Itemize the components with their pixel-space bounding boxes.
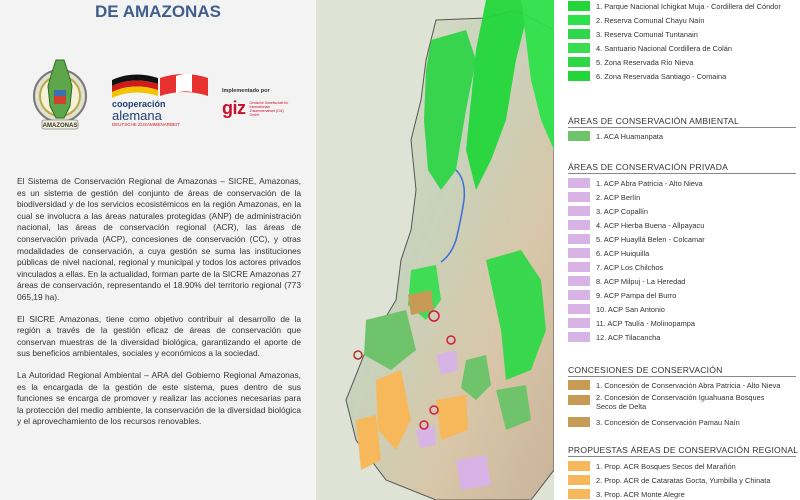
legend-swatch: [568, 290, 590, 300]
legend-item: 3. Concesión de Conservación Pamau Naín: [568, 416, 740, 428]
paragraph-3: La Autoridad Regional Ambiental – ARA del Gobierno Regional Amazonas, es la encargada de la gestión de este sistema, pues dentro de sus funciones se encarga de promover y realizar las acciones necesarias para la protección del medio ambiente, la conservación de la diversidad biológica y el aprovechamiento de los recursos renovables.: [17, 369, 301, 427]
amazonas-seal-logo: [28, 56, 92, 136]
legend-item: 3. Reserva Comunal Tuntanain: [568, 28, 698, 40]
legend-swatch: [568, 276, 590, 286]
section-divider: [568, 376, 796, 377]
legend-item: 2. Reserva Comunal Chayu Naín: [568, 14, 704, 26]
legend-item: 11. ACP Taulía - Molinopampa: [568, 317, 695, 329]
legend-swatch: [568, 332, 590, 342]
legend-swatch: [568, 489, 590, 499]
legend-swatch: [568, 178, 590, 188]
section-divider: [568, 127, 796, 128]
legend-swatch: [568, 43, 590, 53]
legend-item: 8. ACP Milpuj - La Heredad: [568, 275, 685, 287]
acp-section-title: ÁREAS DE CONSERVACIÓN PRIVADA: [568, 162, 729, 172]
section-divider: [568, 456, 796, 457]
giz-logo: giz Deutsche Gesellschaft für Internationale Zusammenarbeit (GIZ) GmbH: [222, 98, 289, 118]
section-divider: [568, 173, 796, 174]
legend-swatch: [568, 206, 590, 216]
legend-swatch: [568, 475, 590, 485]
legend-swatch: [568, 29, 590, 39]
legend-swatch: [568, 248, 590, 258]
page-title: DE AMAZONAS: [95, 2, 221, 21]
legend-item: 1. Parque Nacional Ichigkat Muja - Cordillera del Cóndor: [568, 0, 781, 12]
legend-item: 3. Prop. ACR Monte Alegre: [568, 488, 685, 500]
legend-item: 2. ACP Berlín: [568, 191, 640, 203]
legend-item: 6. Zona Reservada Santiago - Comaina: [568, 70, 726, 82]
acr-section-title: PROPUESTAS ÁREAS DE CONSERVACIÓN REGIONAL: [568, 445, 799, 455]
legend-swatch: [568, 304, 590, 314]
cc-section-title: CONCESIONES DE CONSERVACIÓN: [568, 365, 723, 375]
legend-item: 7. ACP Los Chilchos: [568, 261, 663, 273]
legend-item: 5. ACP Huayllá Belen - Colcamar: [568, 233, 705, 245]
coop-text: cooperación alemana DEUTSCHE ZUSAMMENARBEIT: [112, 99, 181, 127]
description-text: [17, 176, 301, 438]
legend-item: 1. ACP Abra Patricia - Alto Nieva: [568, 177, 703, 189]
legend-swatch: [568, 395, 590, 405]
legend-swatch: [568, 131, 590, 141]
aca-section-title: ÁREAS DE CONSERVACIÓN AMBIENTAL: [568, 116, 739, 126]
conservation-map[interactable]: [316, 0, 554, 500]
legend-item: 1. ACA Huamanpata: [568, 130, 663, 142]
legend-item: 5. Zona Reservada Río Nieva: [568, 56, 693, 68]
legend-item: 1. Prop. ACR Bosques Secos del Marañón: [568, 460, 736, 472]
paragraph-2: El SICRE Amazonas, tiene como objetivo contribuir al desarrollo de la región a través de la gestión eficaz de áreas de conservación que conservan muestras de la diversidad biológica, garantizando el aporte de sus beneficios ambientales, sociales y económicos a la sociedad.: [17, 313, 301, 359]
logos-row: [0, 50, 316, 140]
legend-swatch: [568, 318, 590, 328]
info-panel: [0, 0, 316, 500]
legend-swatch: [568, 417, 590, 427]
legend-swatch: [568, 461, 590, 471]
acp-patch-2: [456, 455, 491, 490]
legend-swatch: [568, 220, 590, 230]
legend-item: 1. Concesión de Conservación Abra Patricia - Alto Nieva: [568, 379, 780, 391]
legend-swatch: [568, 1, 590, 11]
legend-item: 9. ACP Pampa del Burro: [568, 289, 676, 301]
paragraph-1: El Sistema de Conservación Regional de Amazonas – SICRE, Amazonas, es un sistema de gestión del conjunto de áreas de conservación de la biodiversidad y de los servicios ecosistémicos en la región Amazonas, en la cual se involucra a las áreas naturales protegidas (ANP) de administración nacional, las áreas de conservación regional (ACR), las áreas de conservación privada (ACP), concesiones de conservación (CC), y otras modalidades de conservación, a cuya gestión se suma las instituciones públicas de nivel nacional, regional y municipal y todos los actores privados vinculados a ellas. En la actualidad, forman parte de la SICRE Amazonas 27 áreas de conservación, representando el 18.90% del territorio regional (773 065,19 ha).: [17, 176, 301, 302]
map-legend: [560, 0, 800, 500]
legend-swatch: [568, 262, 590, 272]
legend-item: 4. ACP Hierba Buena - Allpayacu: [568, 219, 704, 231]
legend-item: 2. Prop. ACR de Cataratas Gocta, Yumbilla y Chinata: [568, 474, 770, 486]
legend-item: 2. Concesión de Conservación Iguahuana Bosques Secos de Delta: [568, 393, 766, 415]
legend-swatch: [568, 192, 590, 202]
impl-by-label: Implementado por: [222, 88, 270, 94]
legend-swatch: [568, 71, 590, 81]
legend-swatch: [568, 57, 590, 67]
legend-item: 3. ACP Copallín: [568, 205, 648, 217]
legend-item: 12. ACP Tilacancha: [568, 331, 660, 343]
legend-item: 4. Santuario Nacional Cordillera de Colán: [568, 42, 732, 54]
seal-label: AMAZONAS: [42, 123, 78, 129]
legend-swatch: [568, 380, 590, 390]
legend-swatch: [568, 234, 590, 244]
legend-swatch: [568, 15, 590, 25]
legend-item: 6. ACP Huiquilla: [568, 247, 649, 259]
legend-item: 10. ACP San Antonio: [568, 303, 665, 315]
map-canvas: [316, 0, 554, 500]
